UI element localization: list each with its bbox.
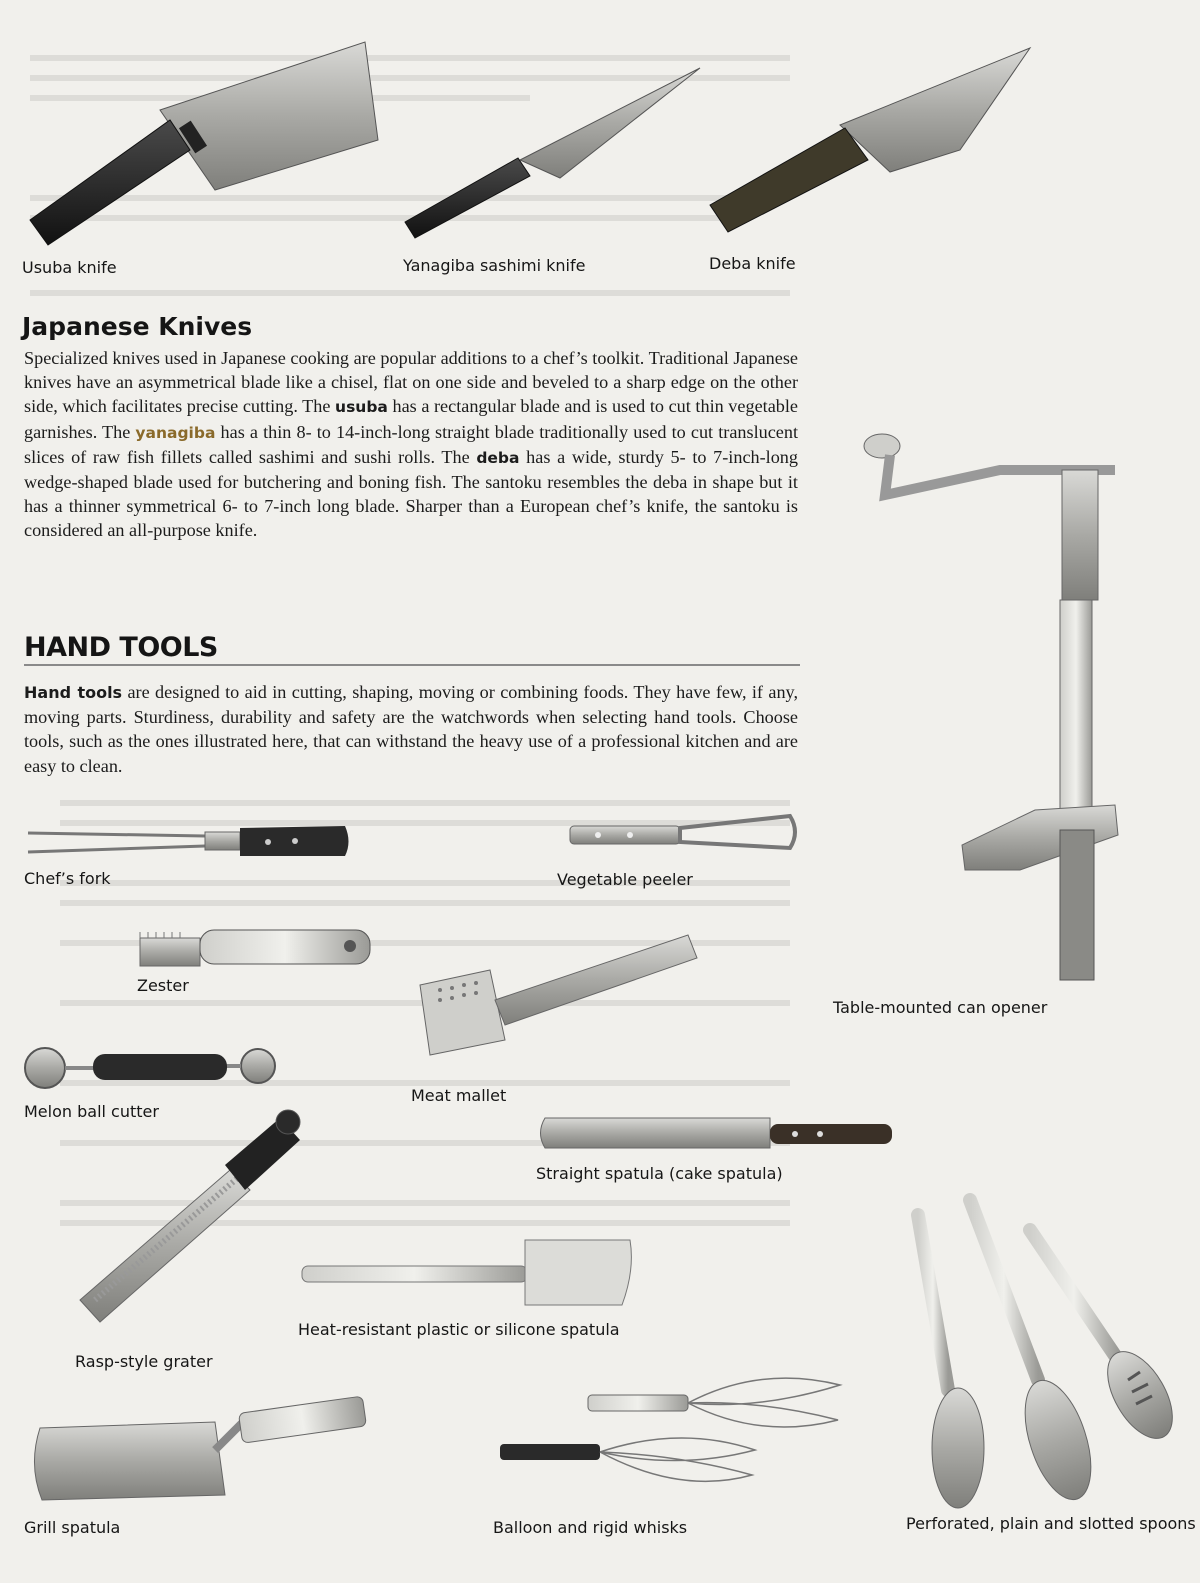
japanese-knives-paragraph [24,346,798,543]
zester-image [140,930,370,966]
meat-mallet-image [420,935,697,1055]
term-deba: deba [476,448,520,467]
chefs-fork-image [28,826,349,856]
silicone-spatula-image [302,1240,631,1305]
caption-yanagiba-knife: Yanagiba sashimi knife [403,256,586,275]
caption-spoons: Perforated, plain and slotted spoons [906,1514,1196,1533]
hand-tools-heading: HAND TOOLS [24,632,218,663]
whisks-image [500,1378,840,1481]
caption-straight-spatula: Straight spatula (cake spatula) [536,1164,783,1183]
caption-melon-ball-cutter: Melon ball cutter [24,1102,159,1121]
straight-spatula-image [541,1118,893,1148]
caption-zester: Zester [137,976,189,995]
caption-grill-spatula: Grill spatula [24,1518,121,1537]
term-yanagiba: yanagiba [135,423,216,442]
caption-usuba-knife: Usuba knife [22,258,117,277]
grill-spatula-image [34,1396,366,1500]
rasp-grater-image [80,1110,300,1322]
term-hand-tools: Hand tools [24,683,123,702]
caption-vegetable-peeler: Vegetable peeler [557,870,693,889]
caption-meat-mallet: Meat mallet [411,1086,507,1105]
caption-deba-knife: Deba knife [709,254,796,273]
caption-whisks: Balloon and rigid whisks [493,1518,688,1537]
hand-tools-text: are designed to aid in cutting, shaping, moving or combining foods. They have few, if any, moving parts. Sturdiness, durability and safety are the watchwords when selecting hand tools. Choose tools, such as the ones illustrated here, that can withstand the heavy use of a professional kitchen and are easy to clean. [24,682,798,776]
caption-chefs-fork: Chef’s fork [24,869,111,888]
para-text-3: has a thin 8- to 14-inch-long straight blade traditionally used to cut translucent slices of raw fish fillets called sashimi and sushi rolls. The [24,421,799,467]
deba-knife-image [710,48,1030,232]
yanagiba-knife-image [405,68,700,238]
para-text-4: has a wide, sturdy 5- to 7-inch-long wedge-shaped blade used for butchering and boning fish. The santoku resembles the deba in shape but it has a thinner symmetrical 6- to 7-inch long blade. Sharper than a European chef’s knife, the santoku is considered an all-purpose knife. [24,446,798,541]
para-text-2: has a rectangular blade and is used to cut thin vegetable garnishes. The [24,396,798,442]
japanese-knives-heading: Japanese Knives [22,312,253,341]
section-divider [24,664,800,666]
can-opener-image [864,434,1118,980]
hand-tools-paragraph [24,680,798,778]
vegetable-peeler-image [570,816,795,848]
para-text-1: Specialized knives used in Japanese cooking are popular additions to a chef’s toolkit. Traditional Japanese knives have an asymmetrical blade like a chisel, flat on one side and beveled to a sharp edge on the other side, which facilitates precise cutting. The [24,348,798,417]
melon-ball-cutter-image [25,1048,275,1088]
spoons-image [918,1200,1186,1508]
usuba-knife-image [30,42,378,245]
caption-rasp-grater: Rasp-style grater [75,1352,213,1371]
caption-silicone-spatula: Heat-resistant plastic or silicone spatula [298,1320,620,1339]
caption-can-opener: Table-mounted can opener [833,998,1048,1017]
term-usuba: usuba [335,398,388,417]
